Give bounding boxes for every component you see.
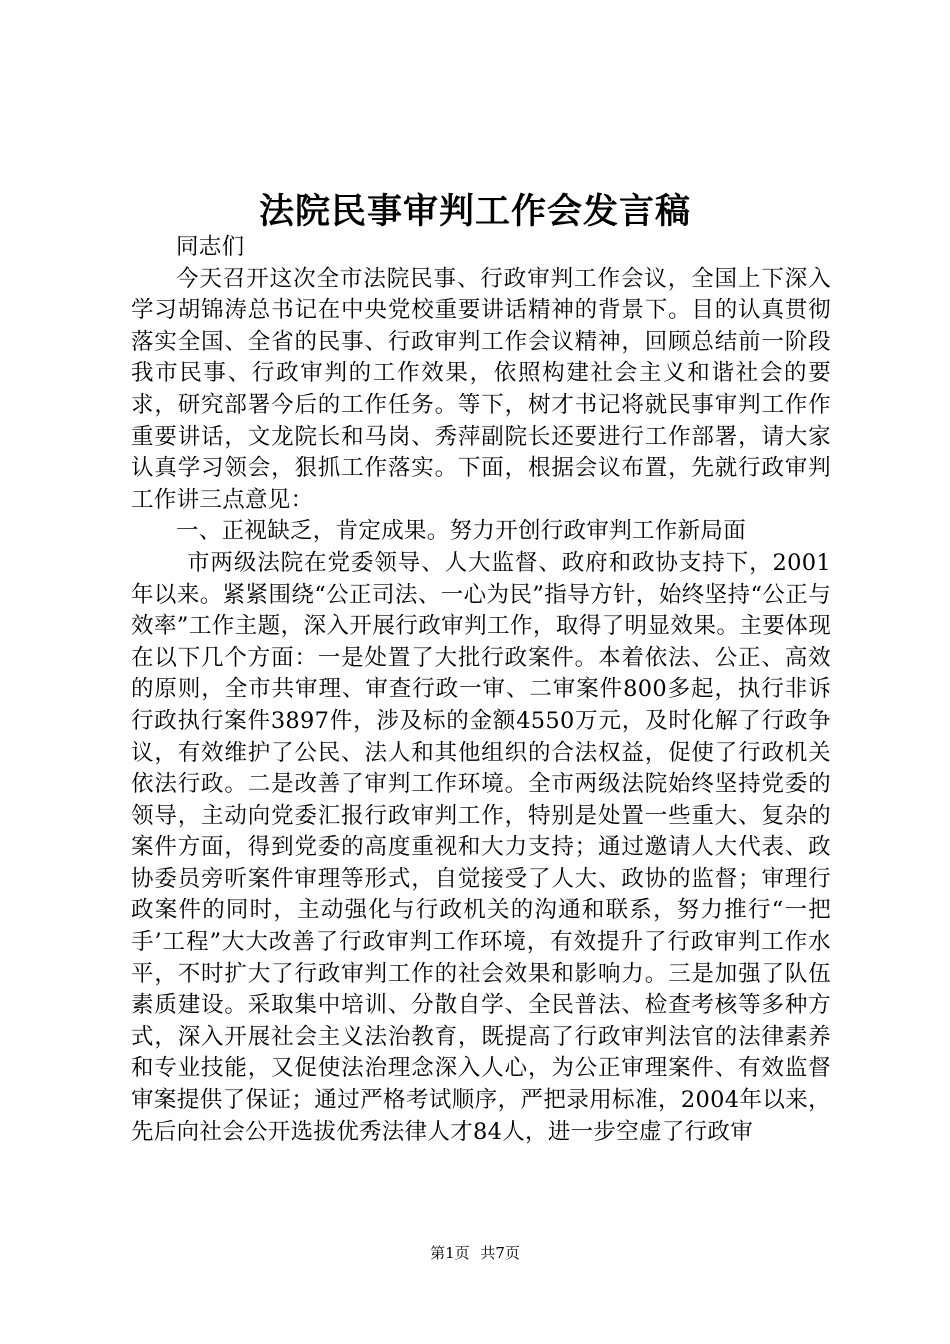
salutation-paragraph: 同志们 [176, 234, 245, 260]
section-1-body-paragraph: 市两级法院在党委领导、人大监督、政府和政协支持下，2001年以来。紧紧围绕“公正司法、一心为民”指导方针，始终坚持“公正与效率”工作主题，深入开展行政审判工作，取得了明显效果。主要体现在以下几个方面：一是处置了大批行政案件。本着依法、公正、高效的原则，全市共审理、审查行政一审、二审案件800多起，执行非诉行政执行案件3897件，涉及标的金额4550万元，及时化解了行政争议，有效维护了公民、法人和其他组织的合法权益，促使了行政机关依法行政。二是改善了审判工作环境。全市两级法院始终坚持党委的领导，主动向党委汇报行政审判工作，特别是处置一些重大、复杂的案件方面，得到党委的高度重视和大力支持；通过邀请人大代表、政协委员旁听案件审理等形式，自觉接受了人大、政协的监督；审理行政案件的同时，主动强化与行政机关的沟通和联系，努力推行“一把手’工程”大大改善了行政审判工作环境，有效提升了行政审判工作水平，不时扩大了行政审判工作的社会效果和影响力。三是加强了队伍素质建设。采取集中培训、分散自学、全民普法、检查考核等多种方式，深入开展社会主义法治教育，既提高了行政审判法官的法律素养和专业技能，又促使法治理念深入人心，为公正审理案件、有效监督审案提供了保证；通过严格考试顺序，严把录用标准，2004年以来，先后向社会公开选拔优秀法律人才84人，进一步空虚了行政审 [131, 549, 831, 1145]
section-heading-1: 一、正视缺乏，肯定成果。努力开创行政审判工作新局面 [176, 518, 747, 545]
page-footer [0, 1242, 950, 1263]
opening-paragraph: 今天召开这次全市法院民事、行政审判工作会议，全国上下深入学习胡锦涛总书记在中央党校重要讲话精神的背景下。目的认真贯彻落实全国、全省的民事、行政审判工作会议精神，回顾总结前一阶段我市民事、行政审判的工作效果，依照构建社会主义和谐社会的要求，研究部署今后的工作任务。等下，树才书记将就民事审判工作作重要讲话，文龙院长和马岗、秀萍副院长还要进行工作部署，请大家认真学习领会，狠抓工作落实。下面，根据会议布置，先就行政审判工作讲三点意见： [131, 265, 831, 513]
page-total: 共7页 [480, 1244, 520, 1262]
document-body [131, 232, 831, 1148]
document-title: 法院民事审判工作会发言稿 [258, 191, 691, 232]
page-number: 第1页 [430, 1244, 470, 1262]
